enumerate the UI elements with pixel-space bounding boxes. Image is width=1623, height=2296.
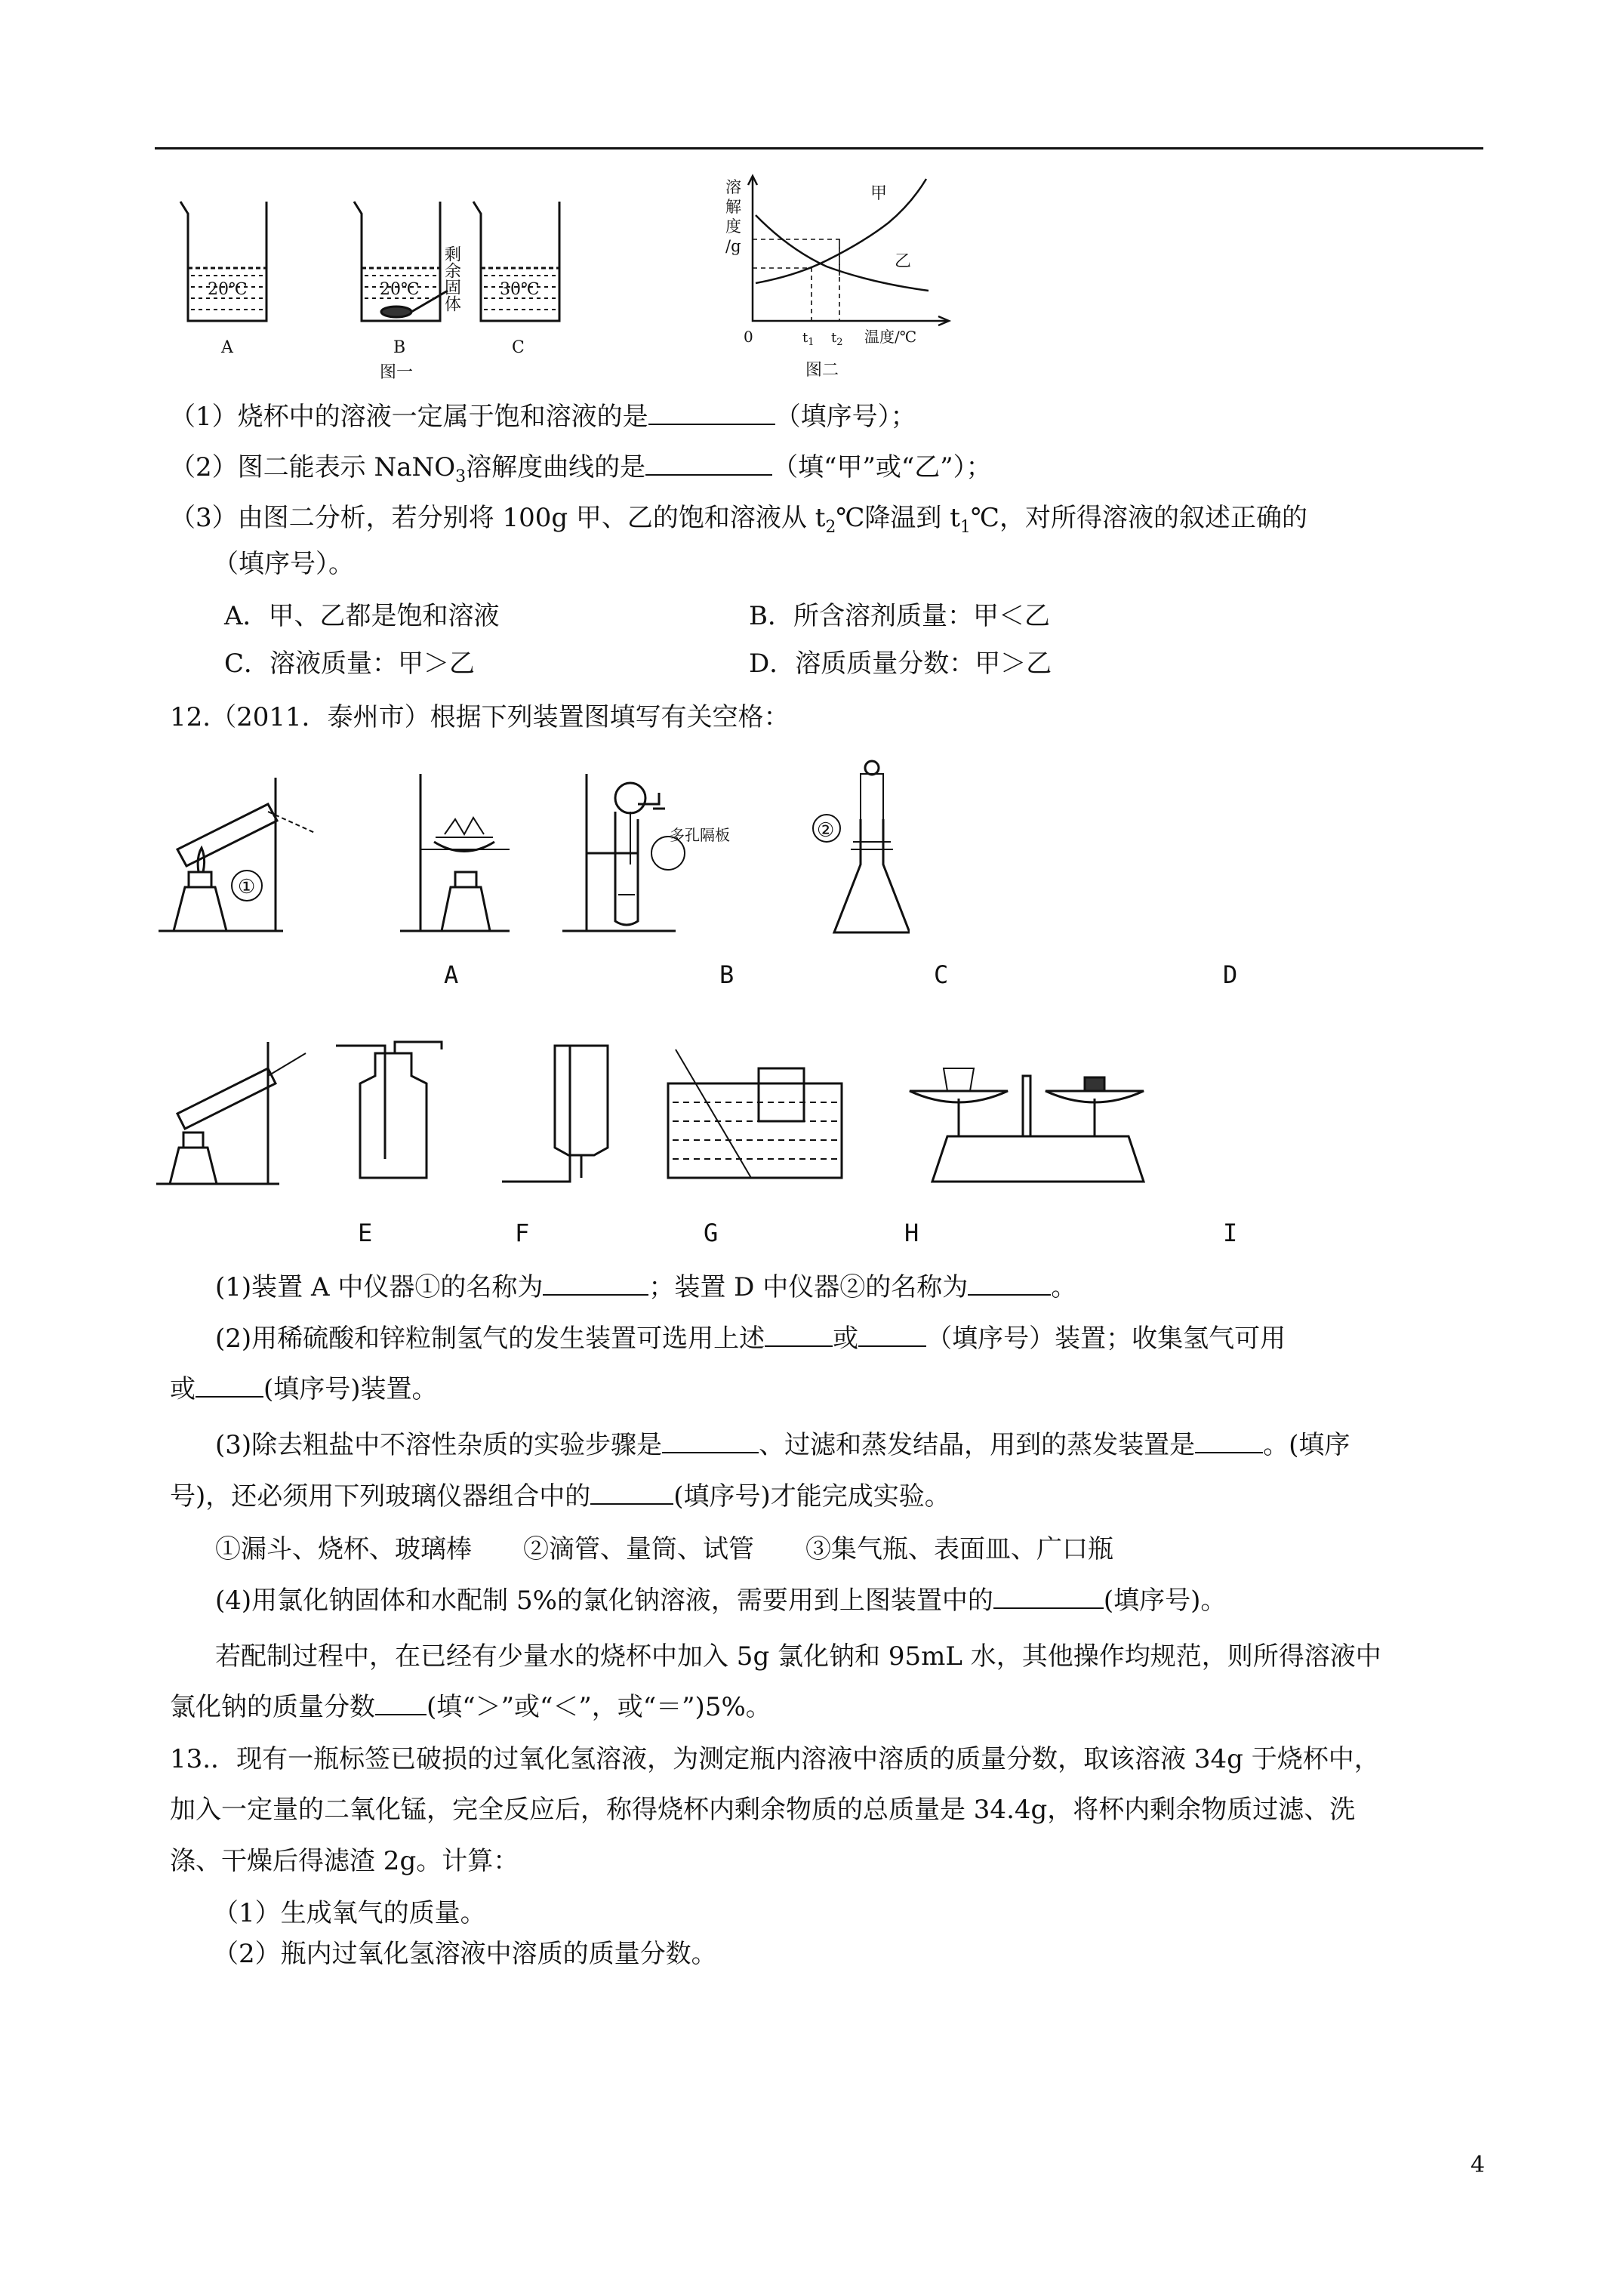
apparatus-row-1 — [155, 759, 910, 940]
label-d: D — [1223, 960, 1238, 989]
q13-line-2: 加入一定量的二氧化锰，完全反应后，称得烧杯内剩余物质的总质量是 34.4g，将杯内剩余物质过滤、洗 — [170, 1795, 1356, 1825]
label-i: I — [1223, 1219, 1238, 1247]
figure-1-caption: 图一 — [380, 363, 414, 381]
beaker-b — [354, 202, 448, 321]
y-label-1: 溶 — [725, 178, 741, 196]
y-label-3: 度 — [725, 217, 741, 236]
answer-blank[interactable] — [590, 1481, 673, 1505]
q12-part5-cont: 氯化钠的质量分数 (填“＞”或“＜”，或“＝”)5%。 — [170, 1692, 771, 1722]
figure-2-solubility-chart — [713, 170, 962, 385]
apparatus-row-2 — [155, 1038, 1159, 1193]
beaker-a — [180, 202, 266, 321]
q12-part4: (4)用氯化钠固体和水配制 5%的氯化钠溶液，需要用到上图装置中的 (填序号)。 — [215, 1586, 1227, 1616]
flask-d — [834, 819, 910, 932]
y-label-4: /g — [725, 237, 741, 255]
q12-part1: (1)装置 A 中仪器①的名称为 ；装置 D 中仪器②的名称为 。 — [215, 1272, 1077, 1302]
q12-options: ①漏斗、烧杯、玻璃棒 ②滴管、量筒、试管 ③集气瓶、表面皿、广口瓶 — [215, 1534, 1113, 1564]
q11-option-a: A．甲、乙都是饱和溶液 — [224, 601, 500, 631]
t2-label: $t_2$ — [831, 330, 843, 348]
figure-1-beakers — [170, 193, 562, 381]
balance-i — [932, 1136, 1144, 1182]
q11-part3: （3）由图二分析，若分别将 100g 甲、乙的饱和溶液从 $t_2℃$降温到 $t_1℃$，对所得溶液的叙述正确的 — [170, 503, 1307, 537]
beaker-b-label: B — [393, 338, 406, 357]
label-h: H — [904, 1219, 919, 1247]
x-axis-label: 温度/℃ — [864, 328, 917, 346]
answer-blank[interactable] — [1195, 1429, 1263, 1453]
tube-b — [615, 812, 638, 925]
beaker-b-temp: 20℃ — [380, 280, 420, 299]
beaker-b-note: 剩余固体 — [442, 245, 461, 312]
answer-blank[interactable] — [375, 1691, 427, 1715]
label-b: B — [719, 960, 735, 989]
q12-heading: 12.（2011．泰州市）根据下列装置图填写有关空格： — [170, 702, 790, 732]
beaker-a-label: A — [221, 338, 233, 357]
stand-a — [400, 774, 510, 931]
q12-part5: 若配制过程中，在已经有少量水的烧杯中加入 5g 氯化钠和 95mL 水，其他操作均规范，则所得溶液中 — [215, 1641, 1381, 1672]
answer-blank[interactable] — [765, 1323, 833, 1347]
q11-option-d: D．溶质质量分数：甲＞乙 — [749, 649, 1052, 679]
chart-axes — [748, 176, 949, 325]
bottle-g — [555, 1046, 608, 1155]
bottle-f — [360, 1053, 427, 1178]
t1-label: $t_1$ — [802, 330, 815, 348]
answer-blank[interactable] — [196, 1373, 263, 1398]
q11-option-c: C．溶液质量：甲＞乙 — [224, 649, 476, 679]
label-g: G — [704, 1219, 719, 1247]
q12-part2: (2)用稀硫酸和锌粒制氢气的发生装置可选用上述 或 （填序号）装置；收集氢气可用 — [215, 1324, 1286, 1354]
trough-h — [668, 1083, 842, 1178]
q13-sub-1: （1）生成氧气的质量。 — [213, 1898, 486, 1928]
test-tube-1 — [177, 804, 277, 866]
answer-blank[interactable] — [645, 451, 772, 476]
label-f: F — [515, 1219, 530, 1247]
circle-label-2: ② — [817, 819, 835, 842]
answer-blank[interactable] — [648, 401, 775, 425]
page-number: 4 — [1471, 2152, 1486, 2178]
answer-blank[interactable] — [993, 1585, 1104, 1609]
porous-plate-label: 多孔隔板 — [670, 826, 730, 844]
answer-blank[interactable] — [858, 1323, 926, 1347]
beaker-c — [473, 202, 559, 321]
q13-sub-2: （2）瓶内过氧化氢溶液中溶质的质量分数。 — [213, 1939, 717, 1969]
curve-jia-label: 甲 — [870, 184, 888, 203]
q12-part2-cont: 或 (填序号)装置。 — [170, 1374, 438, 1404]
answer-blank[interactable] — [662, 1429, 759, 1453]
beaker-c-temp: 30℃ — [500, 280, 540, 299]
q11-part2: （2）图二能表示 NaNO$_3$溶解度曲线的是 （填“甲”或“乙”）； — [170, 452, 992, 486]
answer-blank[interactable] — [968, 1271, 1051, 1296]
q11-part3-cont: （填序号）。 — [213, 549, 354, 579]
figure-2-caption: 图二 — [805, 361, 839, 380]
q12-part3-cont: 号)，还必须用下列玻璃仪器组合中的 (填序号)才能完成实验。 — [170, 1481, 950, 1512]
label-a: A — [444, 960, 459, 989]
beaker-a-temp: 20℃ — [208, 280, 248, 299]
circle-label-1: ① — [238, 876, 256, 898]
label-c: C — [934, 960, 949, 989]
curve-yi-label: 乙 — [895, 252, 912, 271]
q11-part1: （1）烧杯中的溶液一定属于饱和溶液的是 （填序号）； — [170, 402, 916, 432]
beaker-c-label: C — [512, 338, 525, 357]
origin-label: 0 — [744, 328, 753, 346]
label-e: E — [358, 1219, 373, 1247]
q13-line-1: 13.．现有一瓶标签已破损的过氧化氢溶液，为测定瓶内溶液中溶质的质量分数，取该溶液 34g 于烧杯中， — [170, 1744, 1380, 1774]
q11-option-b: B．所含溶剂质量：甲＜乙 — [749, 601, 1050, 631]
header-rule — [155, 147, 1483, 149]
burner-a — [442, 872, 490, 931]
q12-part3: (3)除去粗盐中不溶性杂质的实验步骤是 、过滤和蒸发结晶，用到的蒸发装置是 。(填序 — [215, 1430, 1350, 1460]
answer-blank[interactable] — [543, 1271, 648, 1296]
y-label-2: 解 — [725, 198, 741, 216]
q13-line-3: 涤、干燥后得滤渣 2g。计算： — [170, 1846, 519, 1876]
guide-lines — [753, 239, 839, 321]
